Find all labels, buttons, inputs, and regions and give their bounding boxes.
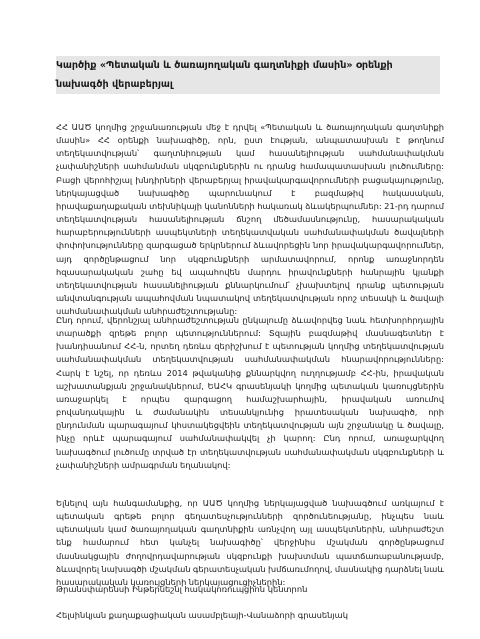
- document-title-text: Կարծիք «Պետական և ծառայողական գաղտնիքի մասին» օրենքի նախագծի վերաբերյալ: [56, 60, 393, 90]
- document-title: [56, 56, 440, 94]
- signatory-1: Թրանսփարենսի Ինթերնեշնլ հակակոռուպցիոն կենտրոն: [56, 584, 308, 594]
- body-paragraph-2: Ընդ որում, վերոնշյալ անհրաժեշտության ընկալումը ձևավորվեց նաև հետխորհրդային տարածքի զրեթե բոլոր պետություններում: Տզային բազմաթիվ մասնագետներ է խանդիսանում ՀՀ-ն, որտեղ դեռևս զերիշխում է պետության կողմից տեղեկատվության սահմանափակման տեղեկատվության սահմանափակման հնարավորությունները: Հարկ է նշել, որ դեռևս 2014 թվականից քննարկվող ուղղությամբ ՀՀ-ին, իրավական աշխատանքյան շրջանակներում, ԵԱՀԿ գրասենյակի կողմից պետական կառույցներին առաջարկել է որպես զարգացող համաշխարհային, իրավական առումով բովանդակային և ժամանակին տեսանկյունից իրատեսական նախագիծ, որի ընդունման պարագայում կհստակեցվեին տեղեկատվության այն շրջանակը և ծավալը, ինչը որևէ պարագայում սահմանափակվել չի կարող: Ընդ որում, առաջարկվող նախագծում լուծումը տրված էր տեղեկատվության սահմանափակման սկզբունքների և չափանիշների ամրագրման եղանակով:: [56, 315, 444, 470]
- body-paragraph-3: Ելնելով այն հանգամանքից, որ ԱԱԾ կողմից ներկայացված նախագծում առկայում է պետական գրեթե բոլոր գեղատեսչությունների զործունեությանը, ինչպես նաև պետական կամ ծառայողական գաղտնիքին առնչվող այլ ասպեկտներին, անհրաժեշտ ենք համարում հետ կանչել նախագիծը՝ վերջինիս մշակման գործընթացում մասնակցային ժողովրդավարության սկզբունքի խախտման պատճառաբանությամբ, ձևավորել նախագծի մշակման գերատեսչական խմճառւմողով, մասնակից դարձնել նաև հասարակական կառույցների ներկայացուցիչներին:: [56, 498, 445, 587]
- signatory-2: Հելսինկյան քաղաքացիական ասամբլեայի-Վանաձորի գրասենյակ: [56, 610, 348, 620]
- body-paragraph-1: ՀՀ ԱԱԾ կողմից շրջանառության մեջ է դրվել «Պետական և ծառայողական գաղտնիքի մասին» ՀՀ օրենքի նախագիծը, որն, ըստ էության, անպատասխան է թողնում տեղեկատվության՝ գաղտնիության կամ հասանելիության սահմանափակման չափանիշների սահմանման սկզբունքներին ու դրանց համապատասխան լուծումները: Բացի վերոհիշյալ խնդիրների վերաբերյալ իրավակարգավորումների բացակայությունը, ներկայացված նախագիծը պարունակում է բազմաթիվ հակասական, իրավաքաղաքական տեխնիկայի կանոնների հակառակ ձևակերպումներ: 21-րդ դարում տեղեկատվության հասանելիության ճնշող մեծամասնությունը, հասարակական հարաբերությունների ասպեկտների տեղեկատվական սահմանափակման ծավալների փոփոխությունները զարգացած երկրներում ձևավորեցին նոր իրավակարգավորումներ, այդ զործընթացում նոր սկզբունքների արմատավորում, որոնք առաջնորդեն հզասարակական շահը եվ ապահովեն մարդու իրավունքների հանրային կյանքի տեղեկատվության հասանելիության քննարկումում՝ չխախտելով դրանք պետության անվտանգության ապահովման նպատակով տեղեկատվության որոշ տեսակի և ծավալի սահմանափակման անհրաժեշտությանը:: [56, 122, 444, 317]
